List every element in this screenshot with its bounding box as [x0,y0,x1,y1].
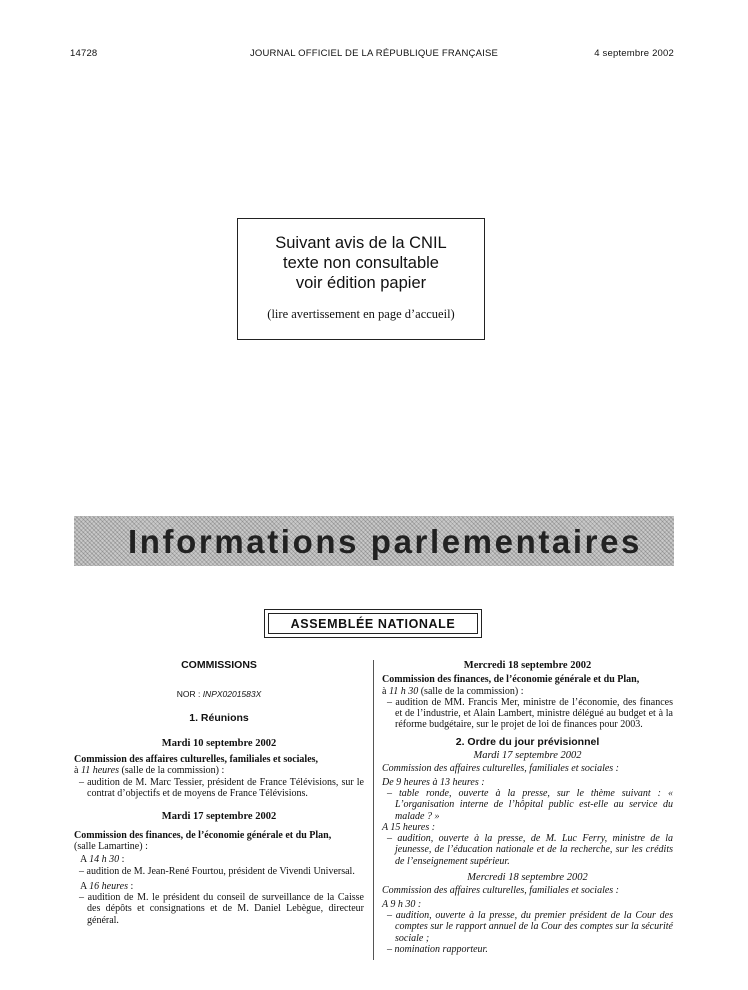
date-heading: Mercredi 18 septembre 2002 [463,660,592,671]
agenda-item: – audition, ouverte à la presse, du premier président de la Cour des comptes sur le rapport annuel de la Cour des comptes sur la sécurité sociale ; [387,909,673,944]
time-value: 14 h 30 [89,854,120,866]
cnil-notice-box [237,218,485,340]
nor-value: INPX0201583X [202,689,262,700]
time-suffix: : [119,854,125,866]
commission-name: Commission des affaires culturelles, familiales et sociales : [382,885,620,897]
section-banner [74,516,674,566]
session-place: (salle Lamartine) : [74,840,148,852]
time-prefix: A [80,880,90,892]
date-heading: Mercredi 18 septembre 2002 [467,872,588,884]
commission-name: Commission des affaires culturelles, familiales et sociales, [74,754,319,766]
left-column [74,660,364,926]
commission-name: Commission des finances, de l’économie générale et du Plan, [74,829,332,841]
session-place: (salle de la commission) : [418,685,524,697]
time-value: 16 heures [89,880,128,892]
agenda-item: – audition de M. Marc Tessier, président de France Télévisions, sur le contrat d’objectifs et de moyens de France Télévisions. [79,776,364,800]
time-prefix: à [74,765,81,777]
banner-title: Informations parlementaires [128,523,642,560]
session-time [74,765,364,776]
time-value: 11 h 30 [388,685,419,697]
agenda-item: – audition, ouverte à la presse, de M. Luc Ferry, ministre de la jeunesse, de l’éducation nationale et de la recherche, sur les crédits de l’enseignement supérieur. [387,833,673,867]
time-prefix: à [382,685,389,697]
issue-date: 4 septembre 2002 [594,48,674,59]
chamber-box [264,609,482,638]
chamber-name: ASSEMBLÉE NATIONALE [290,616,456,631]
nor-label: NOR : [176,689,201,700]
session-time [74,881,364,892]
session-time: A 15 heures : [382,821,436,833]
right-column [382,660,673,955]
section-title: COMMISSIONS [181,659,257,671]
cnil-line-3: voir édition papier [295,274,427,292]
agenda-item: – audition de MM. Francis Mer, ministre de l’économie, des finances et de l’industrie, et Alain Lambert, ministre délégué au budget et à la réforme budgétaire, sur le projet de loi de finances pour 2003. [387,696,673,731]
subsection-ordre-du-jour: 2. Ordre du jour prévisionnel [455,735,600,748]
time-prefix: A [80,854,90,866]
session-time: A 9 h 30 : [382,898,422,910]
agenda-item: – table ronde, ouverte à la presse, sur le thème suivant : « L’organisation interne de l’hôpital public est-elle au service du malade ? » [387,787,673,822]
date-heading: Mardi 17 septembre 2002 [161,811,277,823]
agenda-item: – audition de M. le président du conseil de surveillance de la Caisse des dépôts et consignations et de M. Daniel Lebègue, directeur général. [79,892,364,926]
cnil-line-1: Suivant avis de la CNIL [275,234,447,252]
commission-name: Commission des affaires culturelles, familiales et sociales : [382,763,620,775]
date-heading: Mardi 17 septembre 2002 [473,750,582,762]
agenda-item: – nomination rapporteur. [387,943,488,955]
column-divider [373,660,374,960]
commission-name: Commission des finances, de l’économie générale et du Plan, [382,674,640,686]
cnil-note: (lire avertissement en page d’accueil) [267,307,455,321]
time-suffix: : [127,880,134,892]
agenda-item: – audition de M. Jean-René Fourtou, président de Vivendi Universal. [79,865,355,877]
session-place: (salle de la commission) : [119,765,225,777]
page-number: 14728 [70,48,98,59]
session-time: De 9 heures à 13 heures : [382,776,485,788]
time-value: 11 heures [80,765,119,777]
journal-title: JOURNAL OFFICIEL DE LA RÉPUBLIQUE FRANÇAISE [249,48,499,59]
subsection-reunions: 1. Réunions [189,711,249,724]
nor-reference [74,689,364,700]
cnil-line-2: texte non consultable [283,254,439,272]
date-heading: Mardi 10 septembre 2002 [161,737,277,749]
session-time [74,854,364,865]
session-time [382,686,673,697]
